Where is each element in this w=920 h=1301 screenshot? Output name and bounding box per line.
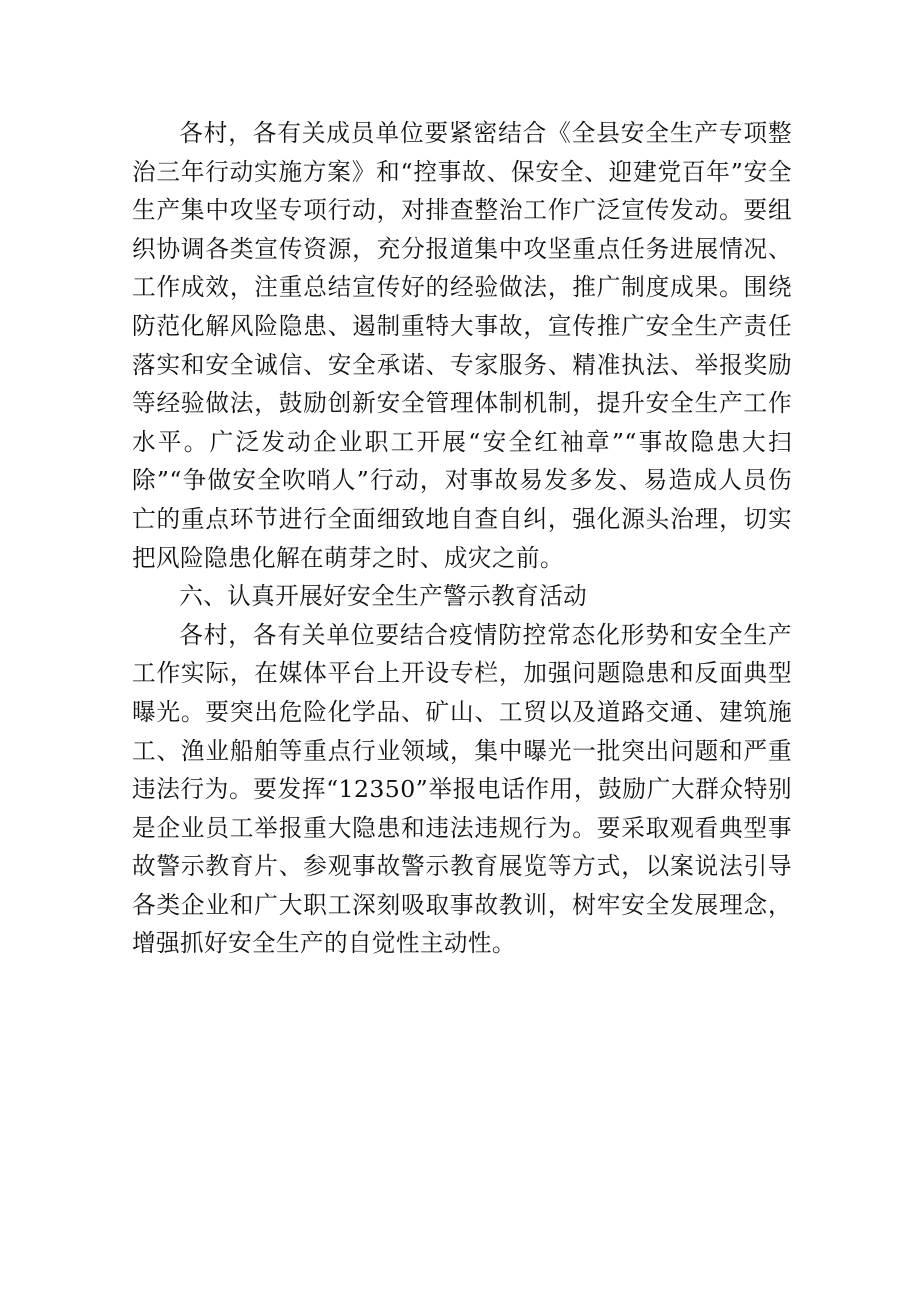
document-body <box>132 114 792 963</box>
section-heading-warning-education: 六、认真开展好安全生产警示教育活动 <box>179 582 588 611</box>
paragraph-publicity: 各村，各有关成员单位要紧密结合《全县安全生产专项整治三年行动实施方案》和“控事故、保安全、迎建党百年”安全生产集中攻坚专项行动，对排查整治工作广泛宣传发动。要组织协调各类宣传资源，充分报道集中攻坚重点任务进展情况、工作成效，注重总结宣传好的经验做法，推广制度成果。围绕防范化解风险隐患、遏制重特大事故，宣传推广安全生产责任落实和安全诚信、安全承诺、专家服务、精准执法、举报奖励等经验做法，鼓励创新安全管理体制机制，提升安全生产工作水平。广泛发动企业职工开展“安全红袖章”“事故隐患大扫除”“争做安全吹哨人”行动，对事故易发多发、易造成人员伤亡的重点环节进行全面细致地自查自纠，强化源头治理，切实把风险隐患化解在萌芽之时、成灾之前。 <box>132 119 792 572</box>
paragraph-warning-education: 各村，各有关单位要结合疫情防控常态化形势和安全生产工作实际，在媒体平台上开设专栏，加强问题隐患和反面典型曝光。要突出危险化学品、矿山、工贸以及道路交通、建筑施工、渔业船舶等重点行业领域，集中曝光一批突出问题和严重违法行为。要发挥“12350”举报电话作用，鼓励广大群众特别是企业员工举报重大隐患和违法违规行为。要采取观看典型事故警示教育片、参观事故警示教育展览等方式，以案说法引导各类企业和广大职工深刻吸取事故教训，树牢安全发展理念，增强抓好安全生产的自觉性主动性。 <box>132 620 792 958</box>
